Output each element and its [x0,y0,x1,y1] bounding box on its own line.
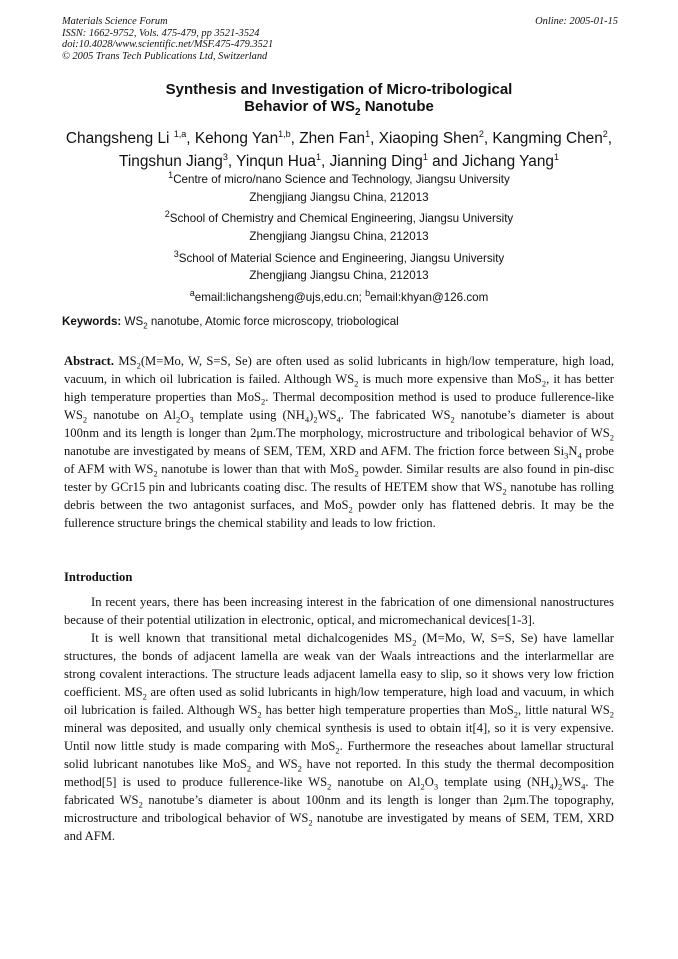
paper-title [0,81,678,121]
copyright-line: © 2005 Trans Tech Publications Ltd, Switzerland [62,50,268,62]
abstract-text [64,354,614,530]
title-line-2: Behavior of $WS_2$ Nanotube [244,98,434,118]
text-run: In recent years, there has been increasing interest in the fabrication of one dimensional nanostructures because of their potential utilization in electronic, optical, and micromechanical devices[1-3]. [64,595,614,627]
text-run: nanotube’s diameter is about 100nm and its length is longer than 2μm.The topography, microstructure and tribological behavior of WS [64,793,614,825]
subscript: 2 [348,504,353,515]
author-name: Xiaoping Shen [378,130,479,148]
subscript: 2 [609,709,615,720]
author-name: Jianning Ding [329,153,423,171]
author-name: Kangming Chen [492,130,603,148]
text-run: are often used as solid lubricants in high/low temperature, high load and vacuum, in which oil lubrication is failed. Although WS [64,685,615,717]
paragraph [64,629,614,845]
title-line-1: Synthesis and Investigation of Micro-tribological [165,81,513,98]
subscript: 2 [153,468,158,479]
author-name: Tingshun Jiang [119,153,223,171]
online-date: Online: 2005-01-15 [535,16,618,27]
subscript: 4 [577,450,582,461]
author-affiliation-mark: 2 [478,129,484,139]
author-name: Jichang Yang [462,153,554,171]
author-separator: , [483,130,493,148]
issn-line: ISSN: 1662-9752, Vols. 475-479, pp 3521-3524 [62,27,260,39]
text-run: . The fabricated WS [64,775,614,807]
author-separator: , [227,153,237,171]
email-address: email:lichangsheng@ujs,edu.cn; [194,290,366,304]
text-run: probe of AFM with WS [64,444,615,476]
subscript: 2 [308,817,313,828]
text-run: O [424,775,434,789]
subscript: 2 [136,360,141,371]
introduction-body [64,593,614,845]
affiliation-mark: 2 [164,209,170,220]
author-separator: , [370,130,379,148]
author-name: Yinqun Hua [236,153,316,171]
text-run: nanotube is lower than that with MoS [157,462,355,476]
text-run: template using (NH [438,775,550,789]
text-run: MS [114,354,137,368]
subscript: 2 [557,781,563,792]
author-name: Zhen Fan [299,130,366,148]
running-header [62,16,618,62]
text-run: is much more expensive than MoS [358,372,542,386]
text-run: powder. Similar results are also found in pin-disc tester by GCr15 pin and lubricants coating disc. The results of HETEM show that WS [64,462,615,494]
paragraph-text [64,595,614,627]
author-affiliation-mark: 1 [316,152,322,163]
email-mark: b [365,287,371,298]
author [299,130,370,147]
subscript: 2 [138,799,143,810]
subscript: 2 [354,468,359,479]
text-run: nanotube on Al [87,408,177,422]
subscript: 2 [502,486,507,497]
paragraph-text [64,631,614,843]
affiliations [0,167,678,306]
subscript: 4 [581,781,586,792]
affiliation-name: Centre of micro/nano Science and Technology, Jiangsu University [173,172,510,186]
text-run: have not reported. In this study the thermal decomposition method[5] is used to produce fullerence-like WS [64,757,614,789]
subscript: 2 [450,414,455,425]
affiliation-organization [0,167,678,189]
subscript: 2 [257,709,262,720]
subscript: 3 [433,781,439,792]
author [492,130,607,147]
author-separator: and [427,153,463,171]
keywords [62,314,618,333]
subscript: 2 [261,396,266,407]
text-run: has better high temperature properties than MoS [261,703,514,717]
text-run: powder only has flattened debris. It may be the fullerence structure brings the chemical stability and leads to low friction. [64,498,614,530]
subscript: 2 [335,745,340,756]
subscript: 4 [336,414,341,425]
subscript: 2 [176,414,181,425]
email-mark: a [189,287,195,298]
text-run: nanotube has rolling debris between the two antagonist surfaces, and MoS [64,480,614,512]
author-list [0,125,678,171]
affiliation-mark: 1 [168,170,174,180]
author [379,130,484,147]
affiliation-name: School of Material Science and Engineering, Jiangsu University [178,251,505,265]
text-run: WS [562,775,582,789]
text-run: ) [553,775,558,789]
text-run: ) [309,408,314,422]
doi-line: doi:10.4028/www.scientific.net/MSF.475-479.3521 [62,39,274,51]
text-run: nanotube on Al [331,775,421,789]
author-emails [0,285,678,307]
author-separator: , [186,130,195,148]
subscript: 2 [412,637,417,648]
author-separator: , [290,130,300,148]
text-run: , it has better high temperature properties than MoS [64,372,614,404]
affiliation-location: Zhengjiang Jiangsu China, 212013 [249,190,429,204]
text-run: WS [121,315,144,328]
subscript: 2 [82,414,88,425]
paragraph [64,593,614,629]
author [195,130,291,147]
author-affiliation-mark: 1 [365,129,371,139]
section-heading: Introduction [64,570,133,584]
subscript: 4 [549,781,554,792]
subscript: 2 [297,763,302,774]
text-run: (M=Mo, W, S=S, Se) are often used as solid lubricants in high/low temperature, high load, vacuum, in which oil lubrication is failed. Although WS [64,354,614,386]
text-run: and WS [251,757,298,771]
keywords-text [121,315,399,331]
text-run: , little natural WS [518,703,610,717]
author [66,130,186,147]
text-run: mineral was deposited, and usually only chemical synthesis is used to obtain it[4], so it is very expensive. Until now little study is made comparing with MoS [64,721,614,753]
text-run: . Furthermore the reseaches about lamellar structural solid lubricant nanotubes like MoS [64,739,614,771]
affiliation-mark: 3 [173,248,179,259]
text-run: N [568,444,578,458]
text-run: nanotube are investigated by means of SEM, TEM, XRD and AFM. The friction force between Si [64,444,565,458]
email-address: email:khyan@126.com [370,290,489,304]
subscript: 2 [327,781,332,792]
subscript: 2 [143,321,148,331]
keywords-label: Keywords: [62,315,122,328]
author-name: Kehong Yan [194,130,279,148]
subscript: 2 [313,414,318,425]
author-separator: , [321,153,330,171]
author-affiliation-mark: 1 [422,152,428,163]
subscript: 2 [420,781,425,792]
abstract [64,352,614,532]
journal-name: Materials Science Forum [62,16,168,27]
subscript: 2 [246,763,252,774]
text-run: . The fabricated WS [340,408,451,422]
text-run: nanotube, Atomic force microscopy, triobological [147,315,399,328]
author-separator: , [607,130,613,148]
author-name: Changsheng Li [65,130,174,148]
subscript: 2 [513,709,519,720]
author-affiliation-mark: 3 [222,152,228,163]
subscript: 4 [304,414,310,425]
affiliation-location: Zhengjiang Jiangsu China, 212013 [249,269,429,283]
subscript: 3 [189,414,194,425]
text-run: template using (NH [193,408,305,422]
author-affiliation-mark: 1,a [173,129,187,139]
affiliation-organization [0,246,678,268]
subscript: 3 [564,450,569,461]
subscript: 2 [142,691,147,702]
text-run: nanotube’s diameter is about 100nm and its length is longer than 2μm.The morphology, microstructure and tribological behavior of WS [64,408,615,440]
abstract-label: Abstract. [64,354,115,368]
author-affiliation-mark: 1 [553,152,559,163]
author-affiliation-mark: 1,b [278,129,291,139]
text-run: nanotube are investigated by means of SEM, TEM, XRD and AFM. [64,811,614,843]
subscript: 2 [354,378,359,389]
text-run: It is well known that transitional metal dichalcogenides MS [91,631,413,645]
subscript: 2 [609,432,614,443]
affiliation-organization [0,206,678,228]
text-run: . Thermal decomposition method is used to produce fullerence-like WS [64,390,615,422]
affiliation-name: School of Chemistry and Chemical Engineering, Jiangsu University [169,212,514,226]
text-run: (M=Mo, W, S=S, Se) have lamellar structures, the bonds of adjacent lamella are weak van der Waals intreactions and the interlarmellar are strong covalent interactions. The structure leads adjacent lamella easy to slip, so it shows very low friction coefficient. MS [64,631,615,699]
text-run: WS [317,408,337,422]
affiliation-location: Zhengjiang Jiangsu China, 212013 [249,229,429,243]
author-affiliation-mark: 2 [602,129,608,139]
subscript: 2 [541,378,547,389]
text-run: O [180,408,190,422]
